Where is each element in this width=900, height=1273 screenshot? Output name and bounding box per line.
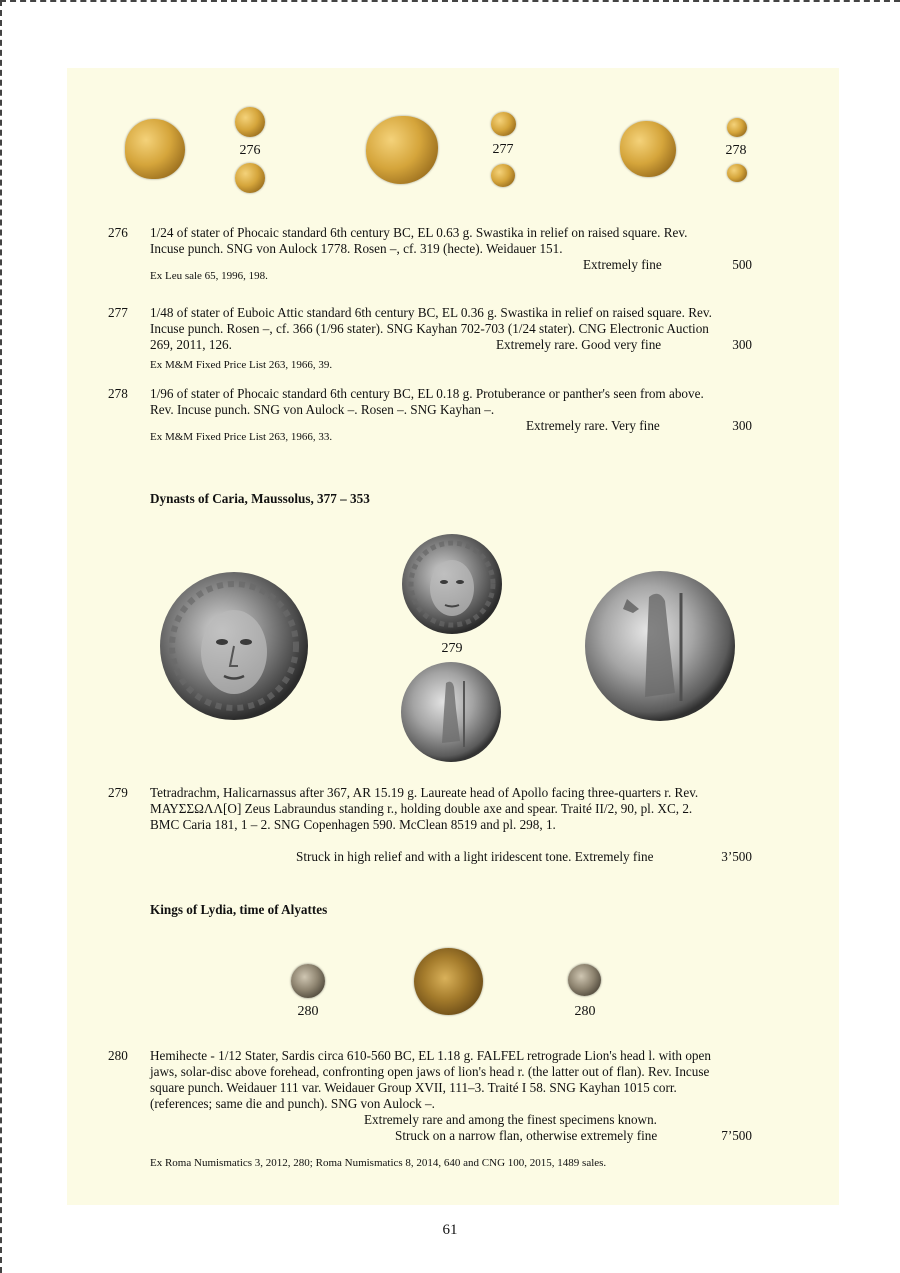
lot-280-line-2: jaws, solar-disc above forehead, confronting open jaws of lion's head r. (the latter out of flan). Rev. Incuse [150,1064,710,1079]
coin-280-obverse-small [291,964,325,998]
lot-276-provenance: Ex Leu sale 65, 1996, 198. [150,270,268,282]
lot-278-grade: Extremely rare. Very fine [526,418,660,433]
coin-278-obverse [620,121,676,177]
coin-label-280-left: 280 [297,1004,319,1019]
lot-number-278: 278 [108,386,128,401]
coin-label-280-right: 280 [574,1004,596,1019]
coin-276-reverse-small [235,107,265,137]
coin-278-reverse-small [727,118,747,137]
lot-280-price: 7’500 [721,1128,752,1143]
lot-277-line-3: 269, 2011, 126. [150,337,232,352]
coin-280-reverse-small [568,964,601,996]
lot-277-line-1: 1/48 of stater of Euboic Attic standard 6th century BC, EL 0.36 g. Swastika in relief on raised square. Rev. [150,305,712,320]
coin-278-reverse [727,164,747,182]
lot-279-grade: Struck in high relief and with a light iridescent tone. Extremely fine [296,849,654,864]
lot-280-line-4: (references; same die and punch). SNG von Aulock –. [150,1096,435,1111]
coin-277-reverse [491,164,515,187]
page-number: 61 [442,1222,458,1238]
lot-278-provenance: Ex M&M Fixed Price List 263, 1966, 33. [150,431,333,443]
lot-277-provenance: Ex M&M Fixed Price List 263, 1966, 39. [150,359,333,371]
lot-278-price: 300 [732,418,752,433]
coin-277-reverse-small [491,112,516,136]
section-heading-lydia: Kings of Lydia, time of Alyattes [150,902,328,917]
cut-line-top [0,0,900,2]
coin-276-obverse [125,119,185,179]
lot-number-279: 279 [108,785,128,800]
lot-278-line-2: Rev. Incuse punch. SNG von Aulock –. Rosen –. SNG Kayhan –. [150,402,495,417]
coin-279-reverse-small [400,661,502,763]
lot-277-grade: Extremely rare. Good very fine [496,337,662,352]
coin-label-276: 276 [239,143,261,158]
lot-number-277: 277 [108,305,128,320]
coin-label-277: 277 [492,142,514,157]
coin-279-obverse-small [401,533,503,635]
coin-280-obverse-large [414,948,483,1015]
coin-label-278: 278 [725,143,747,158]
cut-line-left [0,0,2,1273]
lot-280-line-3: square punch. Weidauer 111 var. Weidauer Group XVII, 111–3. Traité I 58. SNG Kayhan 1015 corr. [150,1080,677,1095]
lot-280-grade-line-1: Extremely rare and among the finest specimens known. [364,1112,657,1127]
lot-279-price: 3’500 [721,849,752,864]
coin-279-obverse-large [158,570,310,722]
lot-276-grade: Extremely fine [583,257,662,272]
lot-279-line-2: ΜΑΥΣΣΩΛΛ[Ο] Zeus Labraundus standing r., holding double axe and spear. Traité II/2, 90, pl. XC, 2. [150,801,693,816]
lot-279-line-3: BMC Caria 181, 1 – 2. SNG Copenhagen 590. McClean 8519 and pl. 298, 1. [150,817,556,832]
lot-number-276: 276 [108,225,128,240]
lot-276-line-2: Incuse punch. SNG von Aulock 1778. Rosen –, cf. 319 (hecte). Weidauer 151. [150,241,563,256]
lot-276-price: 500 [732,257,752,272]
coin-label-279: 279 [441,641,463,656]
coin-279-reverse-large [583,569,737,723]
lot-276-line-1: 1/24 of stater of Phocaic standard 6th century BC, EL 0.63 g. Swastika in relief on raised square. Rev. [150,225,688,240]
lot-277-line-2: Incuse punch. Rosen –, cf. 366 (1/96 stater). SNG Kayhan 702-703 (1/24 stater). CNG Electronic Auction [150,321,709,336]
lot-278-line-1: 1/96 of stater of Phocaic standard 6th century BC, EL 0.18 g. Protuberance or panther's seen from above. [150,386,704,401]
coin-276-reverse [235,163,265,193]
lot-277-price: 300 [732,337,752,352]
section-heading-caria: Dynasts of Caria, Maussolus, 377 – 353 [150,491,370,506]
lot-280-provenance: Ex Roma Numismatics 3, 2012, 280; Roma Numismatics 8, 2014, 640 and CNG 100, 2015, 1489 sales. [150,1157,607,1169]
lot-279-line-1: Tetradrachm, Halicarnassus after 367, AR 15.19 g. Laureate head of Apollo facing three-quarters r. Rev. [150,785,699,800]
lot-280-grade-line-2: Struck on a narrow flan, otherwise extremely fine [395,1128,658,1143]
lot-number-280: 280 [108,1048,128,1063]
lot-280-line-1: Hemihecte - 1/12 Stater, Sardis circa 610-560 BC, EL 1.18 g. FALFEL retrograde Lion's head l. with open [150,1048,711,1063]
